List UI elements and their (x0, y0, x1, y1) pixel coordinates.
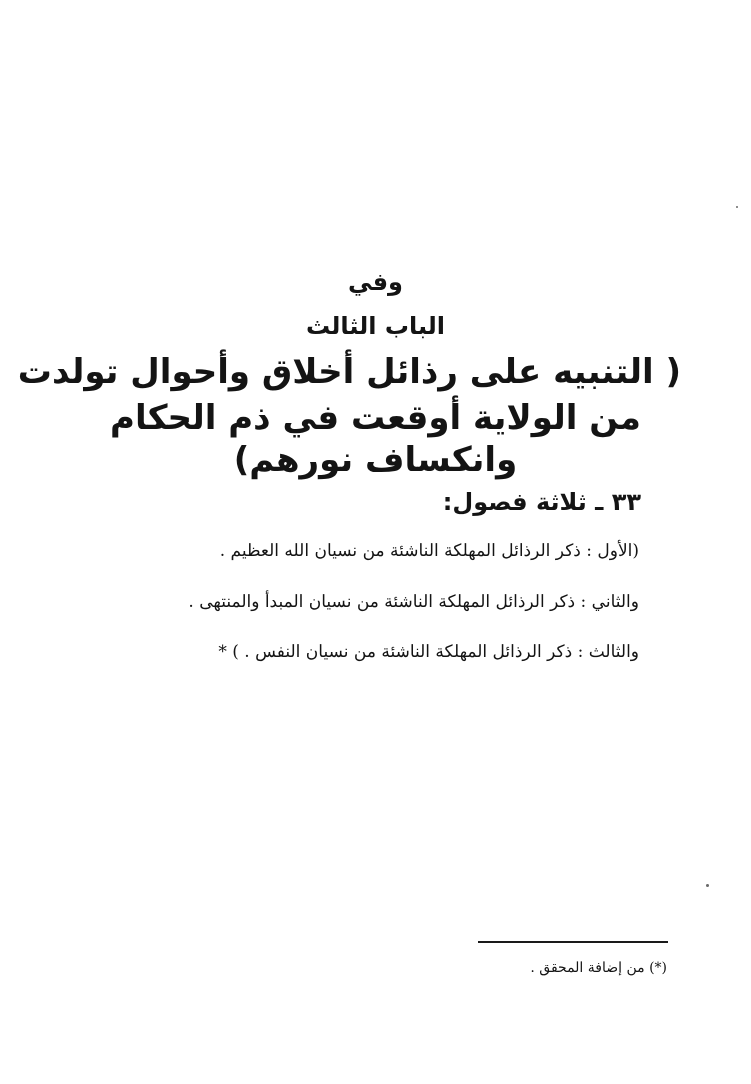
section-item-second: والثاني : ذكر الرذائل المهلكة الناشئة من نسيان المبدأ والمنتهى . (188, 592, 639, 612)
chapter-title-line-1: ( التنبيه على رذائل أخلاق وأحوال تولدت (17, 352, 681, 392)
sections-intro: ٣٣ ـ ثلاثة فصول: (442, 488, 641, 516)
scan-speck (736, 206, 738, 208)
footnote-divider (478, 941, 668, 943)
footnote: (*) من إضافة المحقق . (530, 960, 667, 976)
section-item-first: (الأول : ذكر الرذائل المهلكة الناشئة من نسيان الله العظيم . (219, 541, 639, 561)
chapter-title-line-3: وانكساف نورهم) (233, 440, 518, 480)
scan-speck (706, 884, 709, 887)
chapter-heading: الباب الثالث (306, 312, 445, 340)
chapter-title-line-2: من الولاية أوقعت في ذم الحكام (110, 398, 641, 438)
preposition-heading: وفي (348, 268, 403, 296)
section-item-third: والثالث : ذكر الرذائل المهلكة الناشئة من نسيان النفس . ) * (218, 642, 639, 662)
